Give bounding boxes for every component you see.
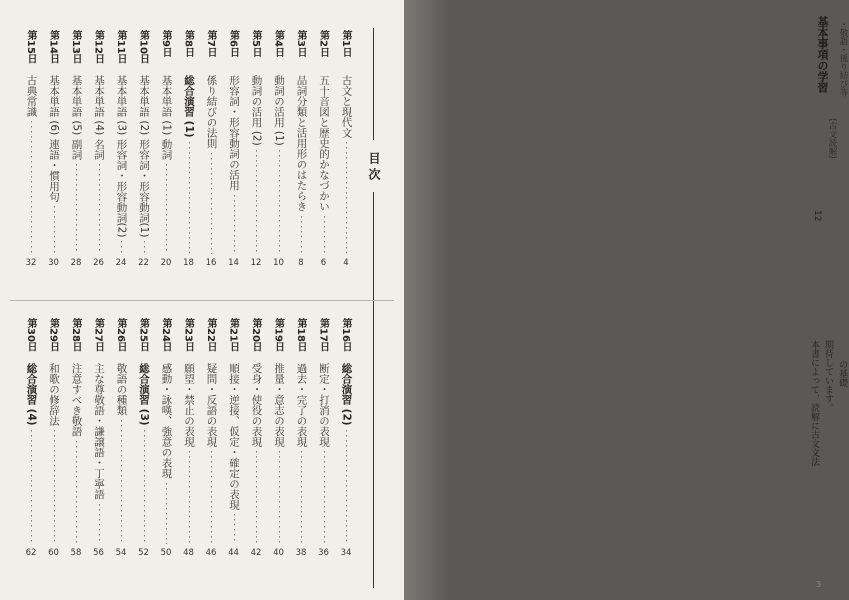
facing-title: 基本事項の学習: [816, 16, 829, 93]
facing-paragraph-3: の基礎: [837, 360, 847, 387]
toc-page-number: 56: [93, 548, 104, 558]
toc-page-number: 58: [70, 548, 82, 558]
leader-dots: [346, 142, 347, 254]
toc-day: 第8日: [182, 30, 194, 57]
leader-dots: [121, 420, 122, 544]
leader-dots: [234, 195, 235, 254]
toc-page-number: 50: [160, 548, 172, 558]
toc-day: 第2日: [317, 30, 329, 57]
toc-page-number: 6: [320, 258, 327, 268]
toc-entry-title[interactable]: 順接・逆接、仮定・確定の表現: [228, 363, 240, 510]
leader-dots: [189, 142, 190, 254]
toc-day: 第24日: [160, 318, 171, 352]
leader-dots: [324, 451, 325, 544]
toc-day: 第3日: [295, 30, 306, 57]
toc-entry-title[interactable]: 主な尊敬語・謙譲語・丁寧語: [93, 363, 105, 500]
facing-line: ・敬語・係り結び等: [838, 20, 848, 97]
toc-page-number: 54: [115, 548, 127, 558]
toc-entry-title[interactable]: 形容詞・形容動詞の活用: [228, 75, 240, 191]
toc-day: 第16日: [340, 318, 351, 352]
toc-day: 第9日: [160, 30, 171, 57]
toc-day: 第21日: [227, 318, 239, 352]
toc-page-number: 28: [70, 258, 82, 268]
toc-entry-title[interactable]: 和歌の修辞法: [48, 363, 60, 426]
toc-day: 第1日: [340, 30, 351, 57]
toc-page-number: 14: [228, 258, 239, 268]
leader-dots: [301, 451, 302, 544]
toc-page-number: 4: [343, 258, 349, 268]
toc-entry-title[interactable]: 基本単語 (3) 形容詞・形容動詞(2): [115, 75, 128, 238]
toc-day: 第27日: [92, 318, 104, 352]
toc-page-number: 36: [318, 548, 329, 558]
toc-entry-title[interactable]: 総合演習 (2): [340, 363, 353, 426]
toc-page-number: 26: [93, 258, 104, 268]
facing-page-number: 3: [816, 580, 822, 589]
leader-dots: [31, 430, 32, 544]
toc-day: 第20日: [250, 318, 261, 352]
leader-dots: [256, 451, 257, 544]
leader-dots: [324, 216, 325, 254]
toc-entry-title[interactable]: 基本単語 (5) 副詞: [70, 75, 83, 160]
leader-dots: [99, 164, 100, 254]
leader-dots: [144, 430, 145, 544]
leader-dots: [121, 241, 122, 254]
toc-border: [373, 28, 374, 588]
leader-dots: [31, 121, 32, 254]
toc-entry-title[interactable]: 基本単語 (4) 名詞: [93, 75, 105, 160]
toc-entry-title[interactable]: 動詞の活用 (1): [273, 75, 285, 146]
toc-page-number: 44: [228, 548, 239, 558]
toc-day: 第19日: [272, 318, 284, 352]
toc-day: 第5日: [250, 30, 261, 57]
toc-entry-title[interactable]: 疑問・反語の表現: [205, 363, 218, 447]
leader-dots: [279, 451, 280, 544]
toc-page-number: 62: [25, 548, 37, 558]
toc-day: 第17日: [317, 318, 329, 352]
toc-page-number: 18: [183, 258, 194, 268]
toc-entry-title[interactable]: 推量・意志の表現: [273, 363, 285, 447]
row-divider: [10, 300, 394, 301]
leader-dots: [256, 150, 257, 254]
toc-page-number: 42: [250, 548, 262, 558]
toc-page-number: 60: [48, 548, 59, 558]
toc-day: 第14日: [47, 30, 59, 64]
toc-day: 第6日: [227, 30, 239, 57]
toc-entry-title[interactable]: 品詞分類と活用形のはたらき: [295, 75, 308, 212]
toc-day: 第15日: [25, 30, 36, 64]
toc-day: 第7日: [205, 30, 216, 57]
facing-paragraph: 本書によって、読解に古文文法: [809, 340, 819, 466]
leader-dots: [301, 216, 302, 254]
toc-day: 第10日: [137, 30, 149, 64]
toc-entry-title[interactable]: 願望・禁止の表現: [183, 363, 195, 447]
toc-day: 第30日: [25, 318, 36, 352]
leader-dots: [76, 441, 77, 544]
toc-entry-title[interactable]: 注意すべき敬語: [70, 363, 83, 437]
facing-number: 12: [812, 210, 822, 222]
toc-page-number: 10: [273, 258, 284, 268]
toc-day: 第23日: [182, 318, 194, 352]
toc-entry-title[interactable]: 基本単語 (6) 連語・慣用句: [48, 75, 60, 202]
toc-day: 第26日: [115, 318, 126, 352]
facing-page: [404, 0, 848, 600]
toc-page-number: 16: [205, 258, 217, 268]
leader-dots: [76, 164, 77, 254]
toc-entry-title[interactable]: 敬語の種類: [115, 363, 128, 416]
leader-dots: [166, 164, 167, 254]
toc-day: 第13日: [70, 30, 81, 64]
toc-page-number: 32: [25, 258, 37, 268]
toc-entry-title[interactable]: 基本単語 (1) 動詞: [160, 75, 173, 160]
toc-entry-title[interactable]: 受身・使役の表現: [250, 363, 263, 447]
toc-entry-title[interactable]: 総合演習 (3): [138, 363, 150, 426]
toc-page-number: 8: [298, 258, 304, 268]
toc-page: [0, 0, 404, 600]
toc-day: 第4日: [272, 30, 284, 57]
leader-dots: [144, 241, 145, 254]
toc-page-number: 48: [183, 548, 194, 558]
leader-dots: [211, 451, 212, 544]
toc-entry-title[interactable]: 動詞の活用 (2): [250, 75, 263, 146]
toc-entry-title[interactable]: 過去・完了の表現: [295, 363, 308, 447]
leader-dots: [211, 153, 212, 254]
toc-entry-title[interactable]: 感動・詠嘆、強意の表現: [160, 363, 173, 479]
toc-entry-title[interactable]: 総合演習 (1): [183, 75, 195, 138]
toc-page-number: 34: [340, 548, 352, 558]
leader-dots: [346, 430, 347, 544]
facing-subtitle: (古文読解): [827, 118, 837, 159]
leader-dots: [99, 504, 100, 544]
toc-entry-title[interactable]: 古典常識: [25, 75, 38, 117]
toc-page-number: 38: [295, 548, 307, 558]
toc-entry-title[interactable]: 係り結びの法則: [205, 75, 218, 149]
leader-dots: [189, 451, 190, 544]
toc-day: 第22日: [205, 318, 216, 352]
facing-paragraph-2: 期待しています。: [823, 340, 833, 412]
leader-dots: [54, 430, 55, 544]
toc-page-number: 22: [138, 258, 149, 268]
toc-entry-title[interactable]: 断定・打消の表現: [318, 363, 330, 447]
toc-page-number: 40: [273, 548, 284, 558]
toc-entry-title[interactable]: 基本単語 (2) 形容詞・形容動詞(1): [138, 75, 150, 238]
toc-day: 第11日: [115, 30, 126, 64]
leader-dots: [234, 514, 235, 544]
toc-day: 第18日: [295, 318, 306, 352]
toc-page-number: 12: [250, 258, 262, 268]
toc-page-number: 20: [160, 258, 172, 268]
toc-day: 第25日: [137, 318, 149, 352]
toc-day: 第12日: [92, 30, 104, 64]
toc-heading: 目 次: [360, 140, 388, 192]
leader-dots: [166, 483, 167, 544]
toc-page-number: 24: [115, 258, 127, 268]
toc-entry-title[interactable]: 五十音図と歴史的かなづかい: [318, 75, 330, 212]
toc-day: 第29日: [47, 318, 59, 352]
toc-page-number: 30: [48, 258, 59, 268]
leader-dots: [279, 150, 280, 254]
toc-page-number: 52: [138, 548, 149, 558]
toc-entry-title[interactable]: 総合演習 (4): [25, 363, 38, 426]
toc-day: 第28日: [70, 318, 81, 352]
toc-page-number: 46: [205, 548, 217, 558]
leader-dots: [54, 206, 55, 254]
toc-entry-title[interactable]: 古文と現代文: [340, 75, 353, 138]
